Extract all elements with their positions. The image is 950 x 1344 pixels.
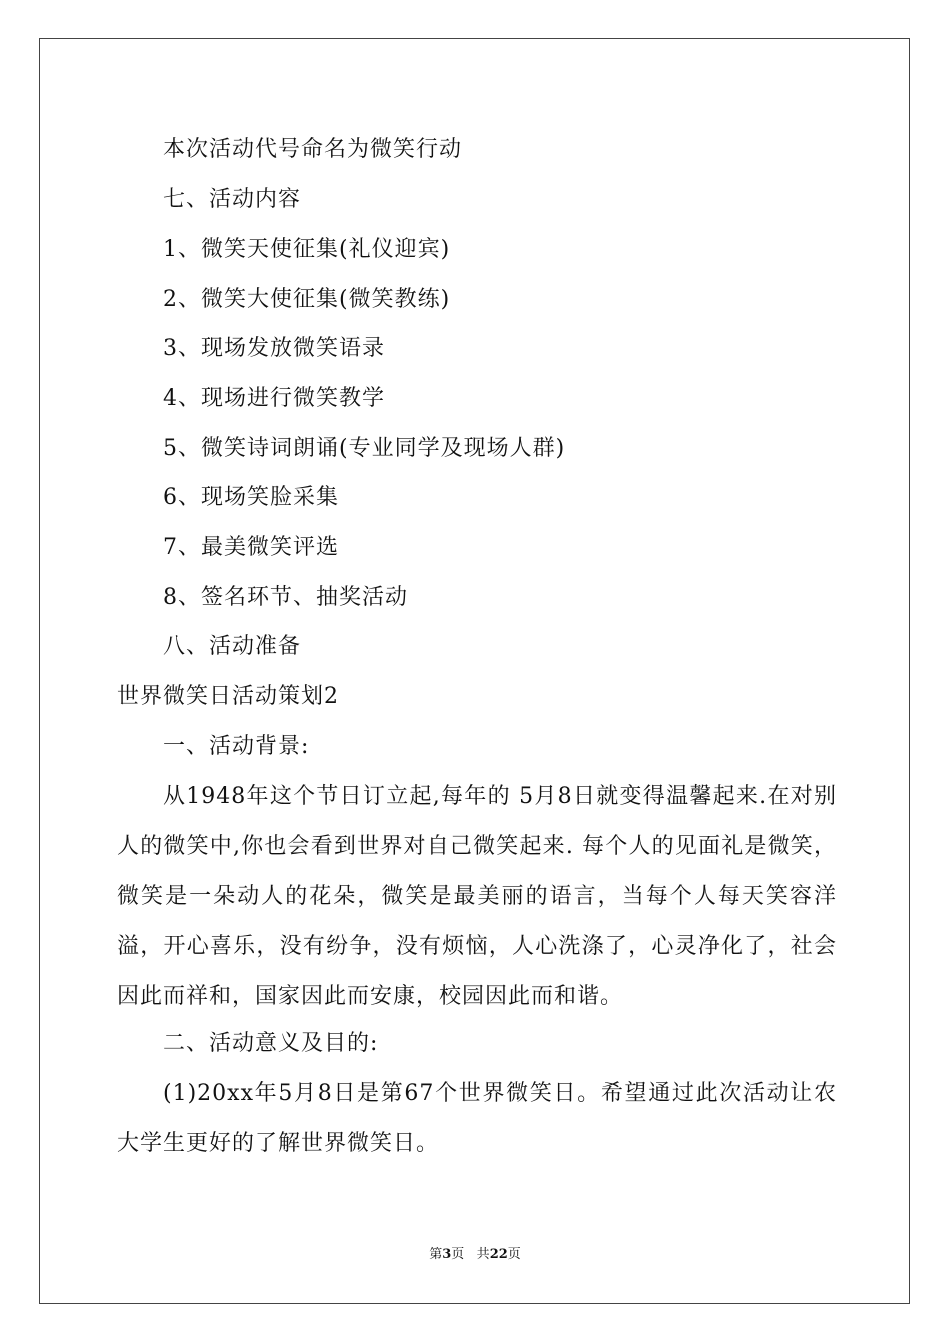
heading-background: 一、活动背景: <box>163 734 310 759</box>
list-item: 2、微笑大使征集(微笑教练) <box>163 287 451 312</box>
list-item: 3、现场发放微笑语录 <box>163 336 385 361</box>
footer-page-suffix: 页 <box>451 1247 465 1262</box>
list-item: 4、现场进行微笑教学 <box>163 386 385 411</box>
footer-page-number: 3 <box>442 1247 452 1262</box>
text-line: 本次活动代号命名为微笑行动 <box>163 137 463 162</box>
footer-total-prefix: 共 <box>476 1247 490 1262</box>
section-title: 世界微笑日活动策划2 <box>117 684 339 709</box>
page-footer <box>0 1246 950 1264</box>
list-item: 5、微笑诗词朗诵(专业同学及现场人群) <box>163 436 566 461</box>
footer-page-prefix: 第 <box>429 1247 443 1262</box>
heading-activity-content: 七、活动内容 <box>163 187 302 212</box>
list-item: 6、现场笑脸采集 <box>163 485 339 510</box>
list-item: 7、最美微笑评选 <box>163 535 339 560</box>
heading-activity-preparation: 八、活动准备 <box>163 634 302 659</box>
footer-total-number: 22 <box>489 1247 508 1262</box>
list-item: 8、签名环节、抽奖活动 <box>163 585 408 610</box>
footer-total-suffix: 页 <box>507 1247 521 1262</box>
paragraph-purpose: (1)20xx年5月8日是第67个世界微笑日。希望通过此次活动让农大学生更好的了解世界微笑日。 <box>117 1081 837 1156</box>
heading-purpose: 二、活动意义及目的: <box>163 1031 379 1056</box>
list-item: 1、微笑天使征集(礼仪迎宾) <box>163 237 451 262</box>
paragraph-background: 从1948年这个节日订立起,每年的 5月8日就变得温馨起来.在对别人的微笑中,你也会看到世界对自己微笑起来. 每个人的见面礼是微笑，微笑是一朵动人的花朵，微笑是最美丽的语言，当每个人每天笑容洋溢，开心喜乐，没有纷争，没有烦恼，人心洗涤了，心灵净化了，社会因此而祥和，国家因此而安康，校园因此而和谐。 <box>117 784 837 1009</box>
